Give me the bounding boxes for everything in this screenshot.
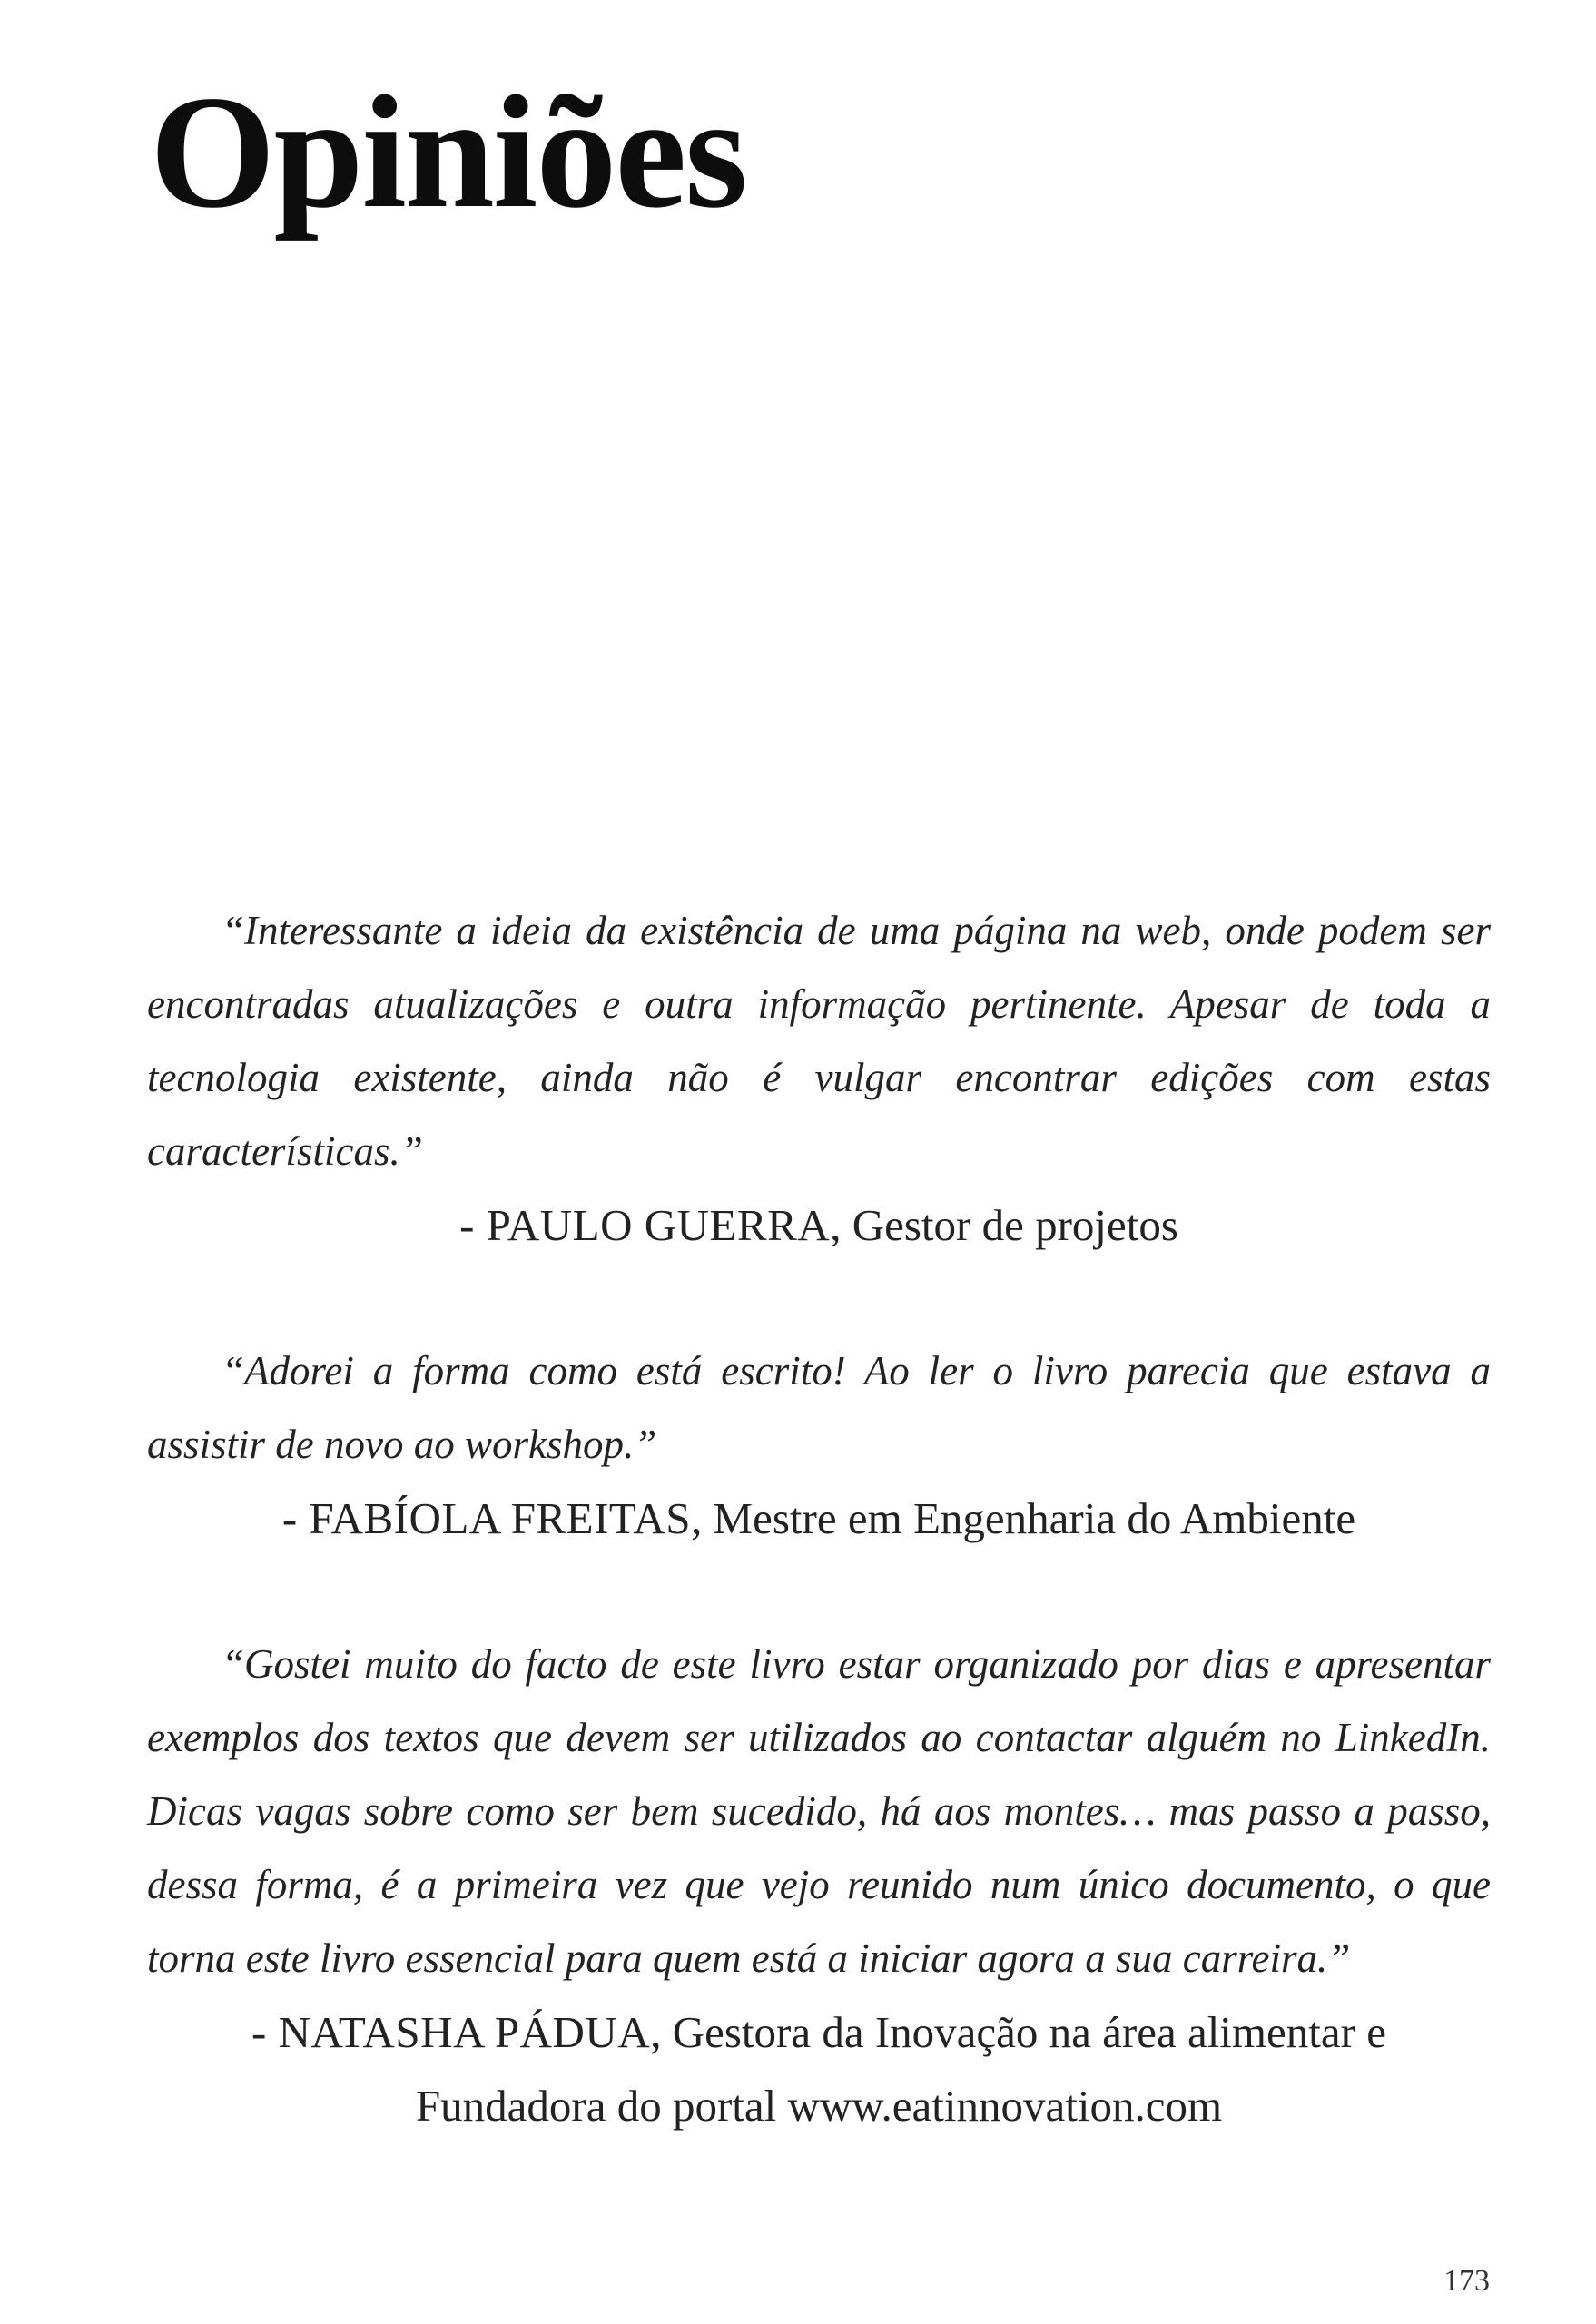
opinion-quote: “Adorei a forma como está escrito! Ao ler o livro parecia que estava a assistir de novo ao workshop.”: [147, 1348, 1491, 1467]
author-name: - PAULO GUERRA: [459, 1200, 831, 1250]
author-role: , Gestor de projetos: [830, 1200, 1178, 1250]
opinion-attribution: [147, 1482, 1491, 1555]
opinion-attribution: [147, 1995, 1491, 2142]
page-title: Opiniões: [150, 62, 746, 241]
author-name: - FABÍOLA FREITAS: [281, 1493, 692, 1543]
opinion-quote: “Gostei muito do facto de este livro estar organizado por dias e apresentar exemplos dos textos que devem ser utilizados ao contactar alguém no LinkedIn. Dicas vagas sobre como ser bem sucedido, há aos montes… mas passo a passo, dessa forma, é a primeira vez que vejo reunido num único documento, o que torna este livro essencial para quem está a iniciar agora a sua carreira.”: [147, 1641, 1491, 1981]
author-role: , Gestora da Inovação na área alimentar e: [650, 2007, 1386, 2057]
author-name: - NATASHA PÁDUA: [251, 2007, 651, 2057]
author-role: , Mestre em Engenharia do Ambiente: [691, 1493, 1356, 1543]
opinions-list: [147, 894, 1491, 2215]
page-number: 173: [1443, 2264, 1490, 2298]
opinion-quote: “Interessante a ideia da existência de uma página na web, onde podem ser encontradas atualizações e outra informação pertinente. Apesar de toda a tecnologia existente, ainda não é vulgar encontrar edições com estas características.”: [147, 908, 1491, 1174]
opinion-attribution: [147, 1188, 1491, 1262]
author-role-continued: Fundadora do portal www.eatinnovation.com: [415, 2081, 1223, 2131]
opinion-item: [147, 1334, 1491, 1555]
opinion-item: [147, 1628, 1491, 2142]
opinion-item: [147, 894, 1491, 1262]
